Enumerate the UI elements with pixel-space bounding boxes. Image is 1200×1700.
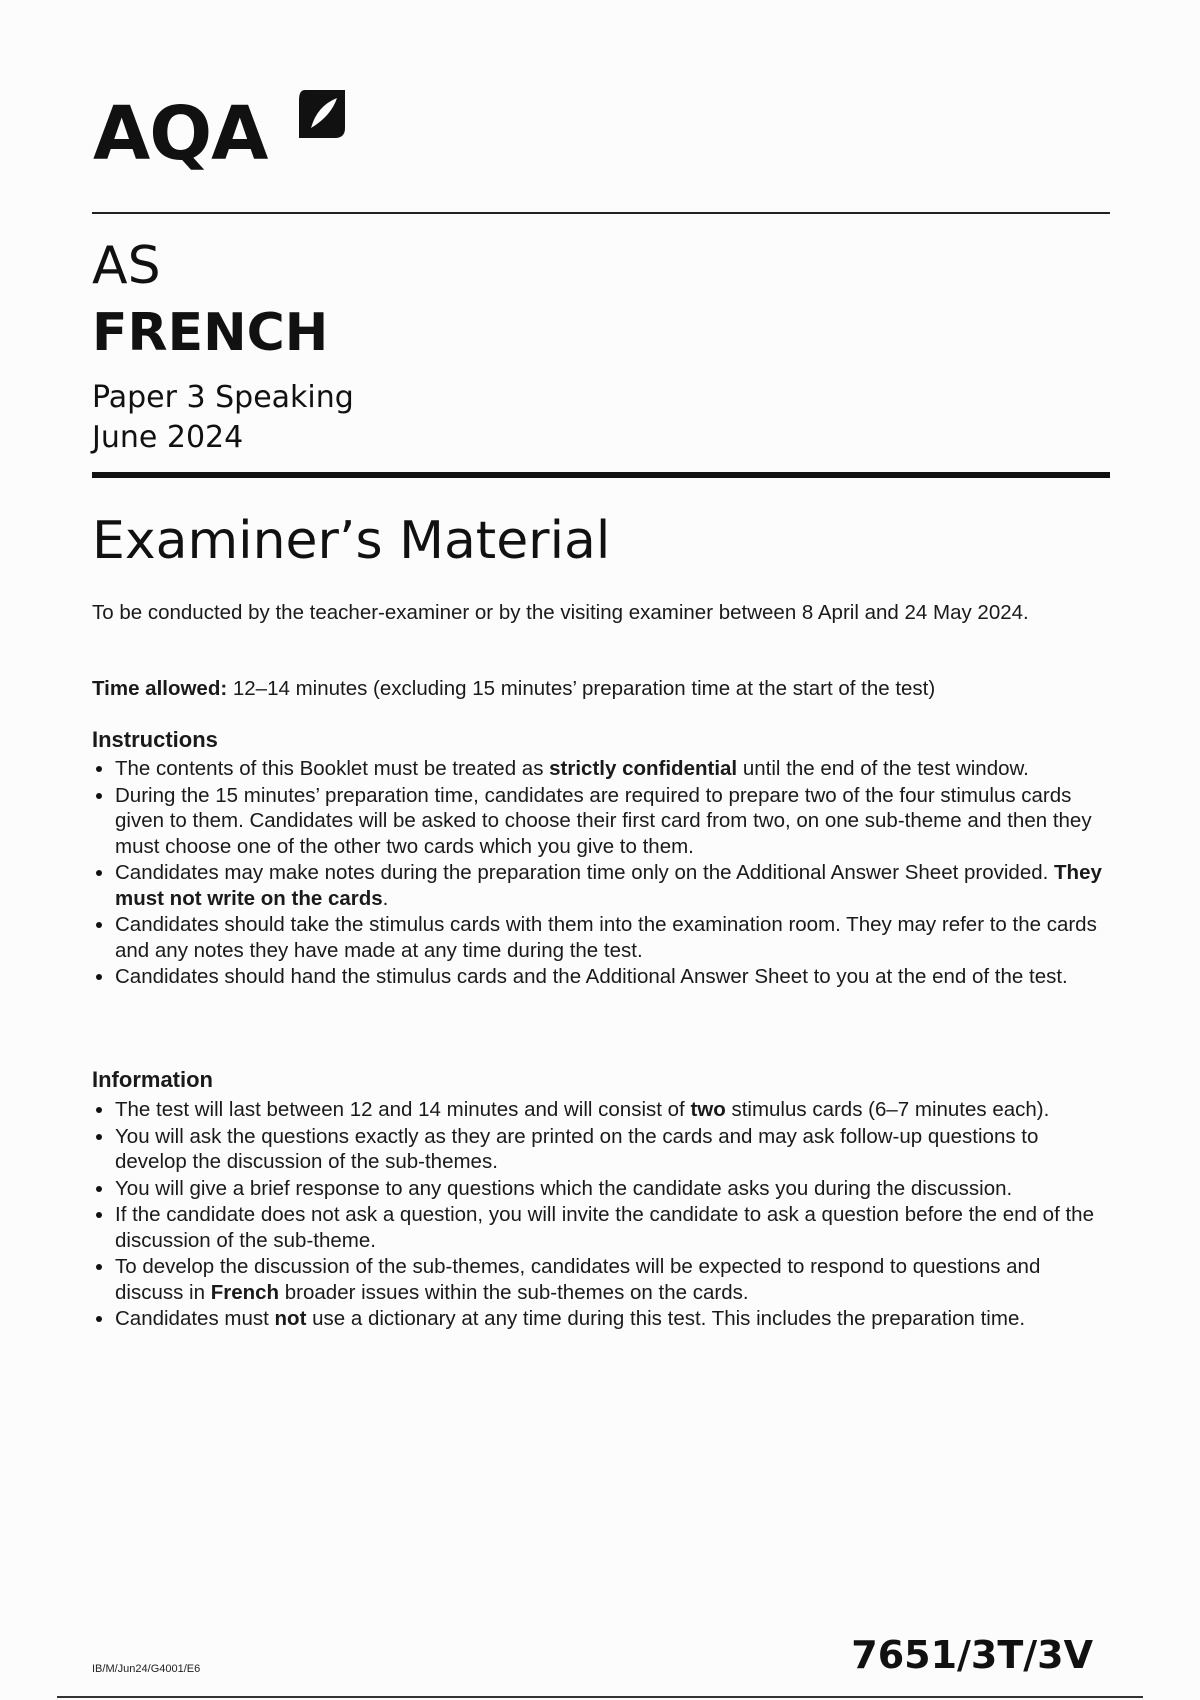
- time-allowed-label: Time allowed:: [92, 677, 228, 700]
- exam-series: June 2024: [92, 420, 244, 455]
- qualification-level: AS: [92, 236, 161, 296]
- information-heading: Information: [92, 1067, 213, 1092]
- instruction-item: The contents of this Booklet must be treated as strictly confidential until the end of the test window.: [92, 756, 1112, 782]
- instructions-heading: Instructions: [92, 727, 218, 752]
- instructions-list: [92, 756, 1112, 991]
- subject-title: FRENCH: [92, 303, 329, 363]
- paper-name: Paper 3 Speaking: [92, 380, 354, 415]
- aqa-logo-mark-icon: [297, 88, 347, 144]
- information-item: You will ask the questions exactly as they are printed on the cards and may ask follow-up questions to develop the discussion of the sub-themes.: [92, 1124, 1112, 1175]
- title-divider: [92, 472, 1110, 478]
- information-item: You will give a brief response to any questions which the candidate asks you during the discussion.: [92, 1176, 1112, 1202]
- document-reference: IB/M/Jun24/G4001/E6: [92, 1663, 201, 1675]
- information-item: The test will last between 12 and 14 minutes and will consist of two stimulus cards (6–7 minutes each).: [92, 1097, 1112, 1123]
- instruction-item: Candidates should hand the stimulus cards and the Additional Answer Sheet to you at the end of the test.: [92, 964, 1112, 990]
- footer-divider: [57, 1696, 1143, 1698]
- information-list: [92, 1097, 1112, 1333]
- header-divider: [92, 212, 1110, 214]
- time-allowed: [92, 676, 1112, 702]
- information-item: Candidates must not use a dictionary at any time during this test. This includes the preparation time.: [92, 1306, 1112, 1332]
- time-allowed-text: 12–14 minutes (excluding 15 minutes’ preparation time at the start of the test): [227, 677, 936, 700]
- aqa-logo: [93, 86, 363, 186]
- instruction-item: Candidates should take the stimulus cards with them into the examination room. They may refer to the cards and any notes they have made at any time during the test.: [92, 912, 1112, 963]
- paper-code: 7651/3T/3V: [851, 1633, 1093, 1677]
- aqa-logo-text: AQA: [93, 91, 268, 177]
- information-item: To develop the discussion of the sub-themes, candidates will be expected to respond to questions and discuss in French broader issues within the sub-themes on the cards.: [92, 1254, 1112, 1305]
- instruction-item: During the 15 minutes’ preparation time, candidates are required to prepare two of the four stimulus cards given to them. Candidates will be asked to choose their first card from two, on one sub-theme and then they must choose one of the other two cards which you give to them.: [92, 783, 1112, 860]
- intro-paragraph: To be conducted by the teacher-examiner or by the visiting examiner between 8 April and 24 May 2024.: [92, 601, 1029, 624]
- information-item: If the candidate does not ask a question, you will invite the candidate to ask a question before the end of the discussion of the sub-theme.: [92, 1202, 1112, 1253]
- instruction-item: Candidates may make notes during the preparation time only on the Additional Answer Sheet provided. They must not write on the cards.: [92, 860, 1112, 911]
- document-title: Examiner’s Material: [92, 511, 611, 571]
